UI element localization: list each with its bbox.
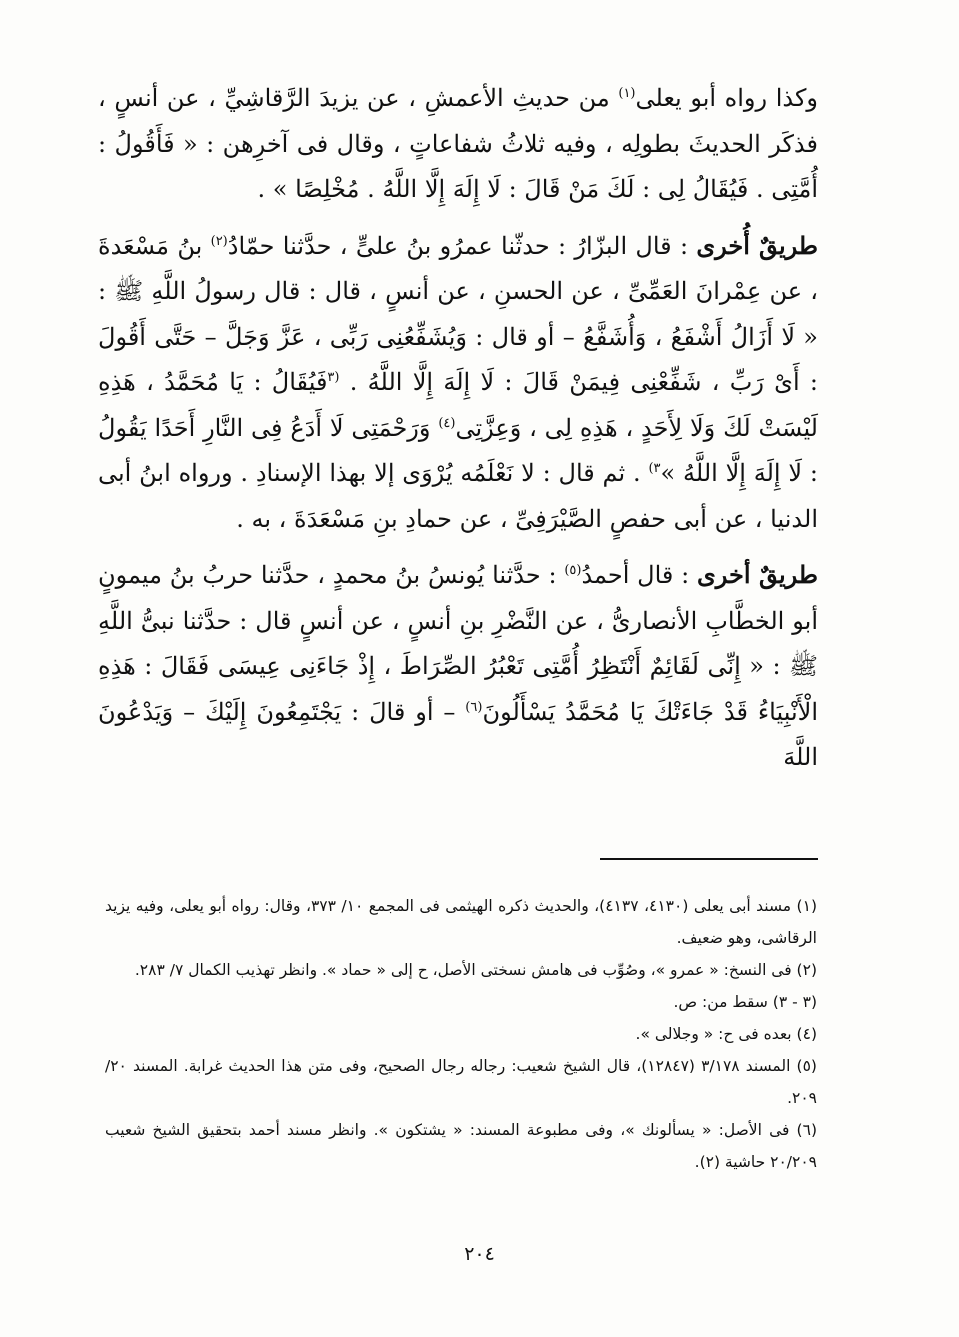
footnote-reference: (٦) xyxy=(465,699,483,715)
section-heading: طريقٌ أُخرى xyxy=(696,230,818,260)
paragraph xyxy=(98,223,818,543)
footnote-reference: (١) xyxy=(618,86,636,101)
footnote-reference: (٥) xyxy=(564,563,582,578)
paragraph-text: من حديثِ الأعمشِ ، عن يزيدَ الرَّقاشِيِّ ، عن أنسٍ ، فذكَر الحديثَ بطولِه ، وفيه ثلاثُ شفاعاتٍ ، وقال فى آخرِهن : « فَأَقُولُ : أُمَّتِى . فَيُقَالُ لِى : لَكَ مَنْ قَالَ : لَا إِلَهَ إِلَّا اللَّهُ . مُخْلِصًا » . xyxy=(98,84,818,203)
paragraph xyxy=(98,552,818,781)
footnote: (٦) فى الأصل: « يسألونك »، وفى مطبوعة المسند: « يشتكون ». وانظر مسند أحمد بتحقيق الشيخ شعيب ٢٠/٢٠٩ حاشية (٢). xyxy=(105,1121,817,1171)
paragraph xyxy=(98,76,818,213)
footnote: (٤) بعده فى ح: « وجلالى ». xyxy=(635,1025,817,1043)
footnote: (٥) المسند ٣/١٧٨ (١٢٨٤٧)، قال الشيخ شعيب: رجاله رجال الصحيح، وفى متن هذا الحديث غرابة. المسند ٢٠/ ٢٠٩. xyxy=(105,1057,817,1107)
footnotes xyxy=(105,890,817,1178)
paragraph-text: : قال البزّارُ : حدثّنا عمرُو بنُ علىٍّ ، حدَّثنا حمّادُ xyxy=(227,231,697,260)
paragraph-text: . ثم قال : لا نَعْلَمُه يُرْوَى إلا بهذا الإسنادِ . ورواه ابنُ أبى الدنيا ، عن أبى حفصٍ الصَّيْرَفِىِّ ، عن حمادِ بنِ مَسْعَدَةَ ، به . xyxy=(98,459,818,533)
paragraph-text: – أو قالَ : يَجْتَمِعُونَ إِلَيْكَ – وَيَدْعُونَ اللَّهَ xyxy=(98,697,818,771)
paragraph-text: : قال أحمدُ xyxy=(581,561,697,589)
paragraph-text: بنُ مَسْعَدةَ ، عن عِمْرانَ العَمِّىِّ ، عن الحسنِ ، عن أنسٍ ، قال : قال رسولُ اللَّهِ ﷺ : « لَا أَزَالُ أَشْفَعُ ، وَأُشَفَّعُ – أو قال : وَيُشَفِّعُنِى رَبِّى ، عَزَّ وَجَلَّ – حَتَّى أَقُولَ : أَىْ رَبِّ ، شَفِّعْنِى فِيمَنْ قَالَ : لَا إِلَهَ إِلَّا اللَّهُ . xyxy=(98,231,818,396)
footnote: (١) مسند أبى يعلى (٤١٣٠، ٤١٣٧)، والحديث ذكره الهيثمى فى المجمع ١٠/ ٣٧٣، وقال: رواه أبو يعلى، وفيه يزيد الرقاشى، وهو ضعيف. xyxy=(105,897,817,947)
paragraph-text: وكذا رواه أبو يعلى xyxy=(635,84,818,112)
paragraph-text: : حدَّثنا يُونسُ بنُ محمدٍ ، حدَّثنا حربُ بنُ ميمونٍ أبو الخطَّابِ الأنصارىُّ ، عن النَّضْرِ بنِ أنسٍ ، عن أنسٍ قال : حدَّثنا نبىُّ اللَّهِ ﷺ : « إِنِّى لَقَائِمٌ أَنْتَظِرُ أُمَّتِى تَعْبُرُ الصِّرَاطَ ، إِذْ جَاءَنِى عِيسَى فَقَالَ : هَذِهِ الْأَنْبِيَاءُ قَدْ جَاءَتْكَ يَا مُحَمَّدُ يَسْأَلُونَ xyxy=(98,561,818,726)
footnote-reference: (٢) xyxy=(210,233,228,249)
footnote: (٣ - ٣) سقط من: ص. xyxy=(673,993,817,1011)
paragraph-text: فَيُقَالُ : يَا مُحَمَّدُ ، هَذِهِ لَيْسَتْ لَكَ وَلَا لِأَحَدٍ ، هَذِهِ لِى ، وَعِزَّتِى xyxy=(98,368,818,442)
main-text xyxy=(98,76,818,781)
footnote-separator xyxy=(600,858,818,860)
footnote: (٢) فى النسخ: « عمرو »، وصُوِّب فى هامش نسختى الأصل، ح إلى « حماد ». وانظر تهذيب الكمال ٧/ ٢٨٣. xyxy=(134,961,817,979)
paragraph-text: وَرَحْمَتِى لَا أَدَعُ فِى النَّارِ أَحَدًا يَقُولُ : لَا إِلَهَ إِلَّا اللَّهُ » xyxy=(98,413,818,487)
page-number: ٢٠٤ xyxy=(464,1243,495,1265)
section-heading: طريقٌ أخرى xyxy=(696,560,819,589)
footnote-reference: ٣) xyxy=(648,461,661,476)
footnote-reference: (٣ xyxy=(327,370,340,385)
footnote-reference: (٤) xyxy=(438,415,456,431)
